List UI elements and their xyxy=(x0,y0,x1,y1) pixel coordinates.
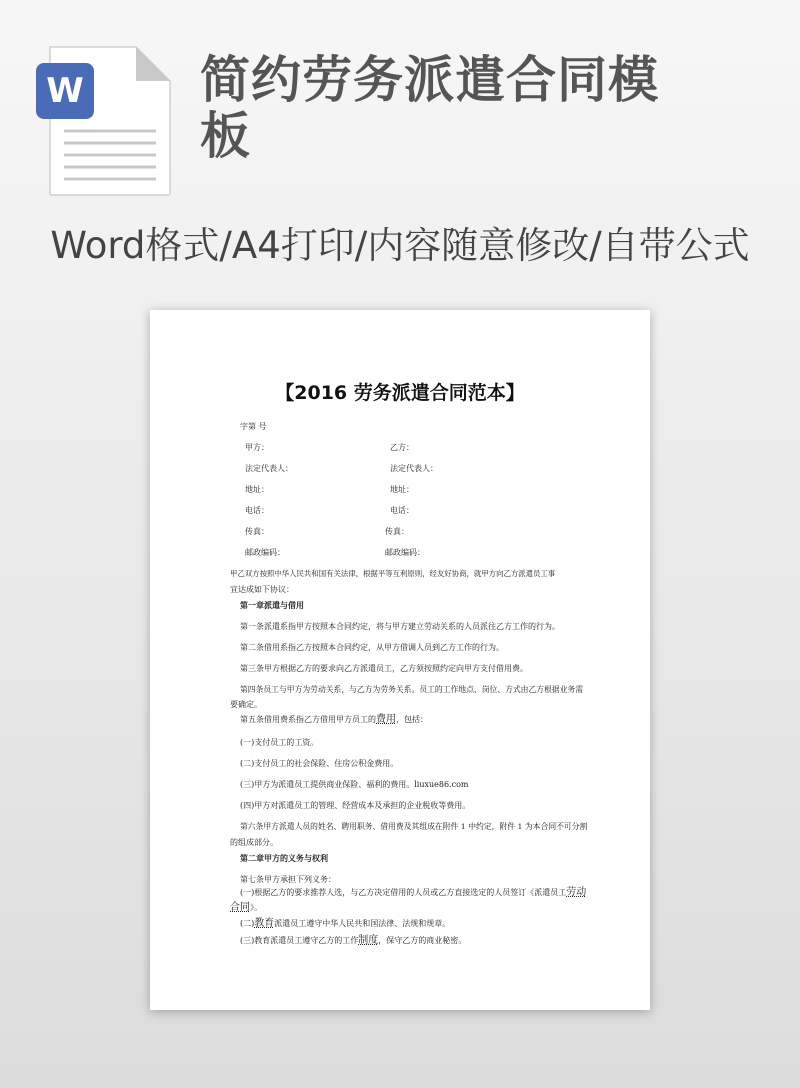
intro-line-1: 甲乙双方按照中华人民共和国有关法律，根据平等互利原则，经友好协商，就甲方向乙方派遣员工事 xyxy=(230,569,556,578)
phone-a-label: 电话： xyxy=(245,506,269,515)
link-contract[interactable]: 合同 xyxy=(230,902,250,913)
intro-line-2: 宜达成如下协议： xyxy=(230,585,294,594)
duty-1-line-1: (一)根据乙方的要求推荐人选，与乙方决定借用的人员或乙方直接选定的人员签订《派遣员工劳动 xyxy=(240,887,587,898)
chapter-2-heading: 第二章甲方的义务与权利 xyxy=(240,854,328,863)
link-system[interactable]: 制度 xyxy=(358,935,379,946)
article-6-line-1: 第六条甲方派遣人员的姓名、聘用职务、借用费及其组成在附件 1 中约定，附件 1 为本合同不可分割 xyxy=(240,822,588,831)
item-1: (一)支付员工的工资。 xyxy=(240,738,319,747)
party-a-label: 甲方： xyxy=(245,443,269,452)
item-4: (四)甲方对派遣员工的管理、经营成本及承担的企业税收等费用。 xyxy=(240,801,471,810)
phone-b-label: 电话： xyxy=(390,506,414,515)
duty-1-line-2: 合同》。 xyxy=(230,902,262,913)
duty-3: (三)教育派遣员工遵守乙方的工作制度，保守乙方的商业秘密。 xyxy=(240,935,467,946)
word-file-icon xyxy=(36,45,172,197)
link-education[interactable]: 教育 xyxy=(254,918,275,929)
article-1: 第一条派遣系指甲方按照本合同约定，将与甲方建立劳动关系的人员派往乙方工作的行为。 xyxy=(240,622,560,631)
chapter-1-heading: 第一章派遣与借用 xyxy=(240,601,304,610)
rep-a-label: 法定代表人： xyxy=(245,464,293,473)
page-subtitle: Word格式/A4打印/内容随意修改/自带公式 xyxy=(50,224,750,267)
page-title: 简约劳务派遣合同模板 xyxy=(200,51,659,165)
article-4-line-1: 第四条员工与甲方为劳动关系，与乙方为劳务关系。员工的工作地点、岗位、方式由乙方根据业务需 xyxy=(240,685,584,694)
link-labor[interactable]: 劳动 xyxy=(566,887,587,898)
zip-a-label: 邮政编码： xyxy=(245,548,285,557)
article-3: 第三条甲方根据乙方的要求向乙方派遣员工，乙方须按照约定向甲方支付借用费。 xyxy=(240,664,528,673)
contract-number: 字第 号 xyxy=(240,422,267,431)
address-b-label: 地址： xyxy=(390,485,414,494)
document-title: 【2016 劳务派遣合同范本】 xyxy=(275,382,525,404)
party-b-label: 乙方： xyxy=(390,443,414,452)
article-2: 第二条借用系指乙方按照本合同约定，从甲方借调人员到乙方工作的行为。 xyxy=(240,643,504,652)
fax-b-label: 传真： xyxy=(385,527,409,536)
rep-b-label: 法定代表人： xyxy=(390,464,438,473)
item-3: (三)甲方为派遣员工提供商业保险、福利的费用。liuxue86.com xyxy=(240,780,469,789)
item-2: (二)支付员工的社会保险、住房公积金费用。 xyxy=(240,759,399,768)
article-5: 第五条借用费系指乙方借用甲方员工的费用，包括： xyxy=(240,714,428,725)
zip-b-label: 邮政编码： xyxy=(385,548,425,557)
link-fees[interactable]: 费用 xyxy=(376,714,396,725)
address-a-label: 地址： xyxy=(245,485,269,494)
duty-2: (二)教育派遣员工遵守中华人民共和国法律、法规和规章。 xyxy=(240,918,451,929)
article-7: 第七条甲方承担下列义务： xyxy=(240,875,336,884)
article-4-line-2: 要确定。 xyxy=(230,700,262,709)
document-preview xyxy=(150,310,650,1010)
article-6-line-2: 的组成部分。 xyxy=(230,838,278,847)
word-icon-letter: W xyxy=(46,71,84,111)
fax-a-label: 传真： xyxy=(245,527,269,536)
